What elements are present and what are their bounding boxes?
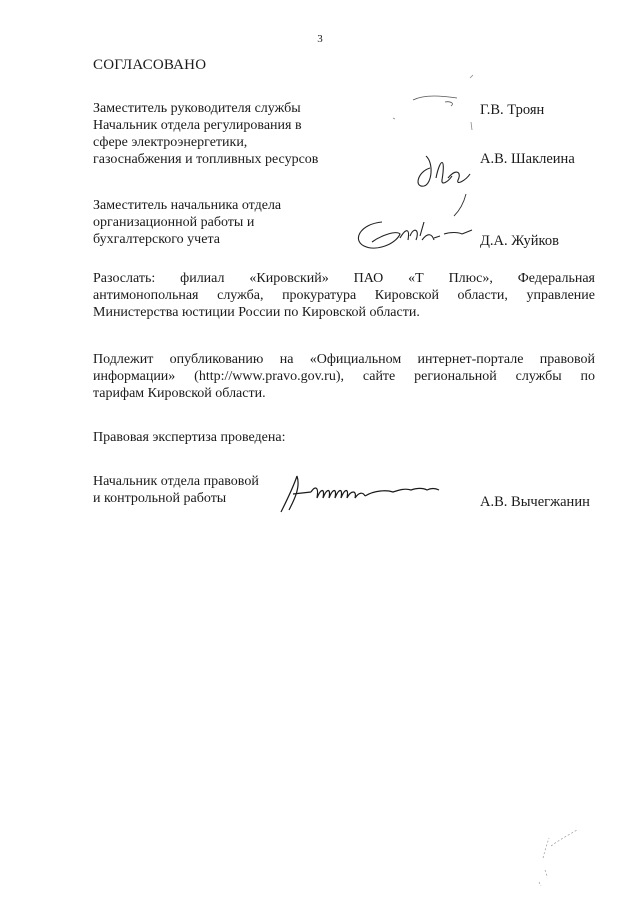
position-line: Заместитель начальника отдела	[93, 198, 282, 213]
legal-expertise-note: Правовая экспертиза проведена:	[93, 430, 286, 445]
position-line: сфере электроэнергетики,	[93, 135, 248, 150]
position-line: Заместитель руководителя службы	[93, 101, 301, 116]
distribution-line: Разослать: филиал «Кировский» ПАО «Т Плюс», Федеральная	[93, 271, 595, 286]
approver-name-shakleina: А.В. Шаклеина	[480, 151, 575, 167]
approver-position-deputy-head	[93, 100, 353, 168]
position-line: Начальник отдела регулирования в	[93, 118, 302, 133]
signature-vychegzhanin	[275, 468, 450, 518]
position-line: и контрольной работы	[93, 491, 227, 506]
distribution-paragraph	[93, 270, 595, 321]
publication-line: информации» (http://www.pravo.gov.ru), сайте региональной службы по	[93, 369, 595, 384]
page-number: 3	[317, 33, 323, 45]
signature-zhuykov	[350, 210, 485, 260]
position-line: бухгалтерского учета	[93, 232, 220, 247]
approver-position-deputy-department	[93, 197, 323, 248]
signature-troyan	[385, 72, 480, 142]
approval-heading: СОГЛАСОВАНО	[93, 57, 207, 73]
approver-name-zhuykov: Д.А. Жуйков	[480, 233, 559, 249]
position-line: газоснабжения и топливных ресурсов	[93, 152, 319, 167]
legal-head-name: А.В. Вычегжанин	[480, 494, 590, 510]
position-line: Начальник отдела правовой	[93, 474, 259, 489]
legal-head-position	[93, 473, 259, 507]
publication-line: тарифам Кировской области.	[93, 386, 266, 401]
distribution-line: Министерства юстиции России по Кировской области.	[93, 305, 420, 320]
distribution-line: антимонопольная служба, прокуратура Кировской области, управление	[93, 288, 595, 303]
approver-name-troyan: Г.В. Троян	[480, 102, 545, 118]
publication-paragraph	[93, 351, 595, 402]
stray-pen-mark	[525, 810, 595, 890]
publication-line: Подлежит опубликованию на «Официальном интернет-портале правовой	[93, 352, 595, 367]
position-line: организационной работы и	[93, 215, 255, 230]
